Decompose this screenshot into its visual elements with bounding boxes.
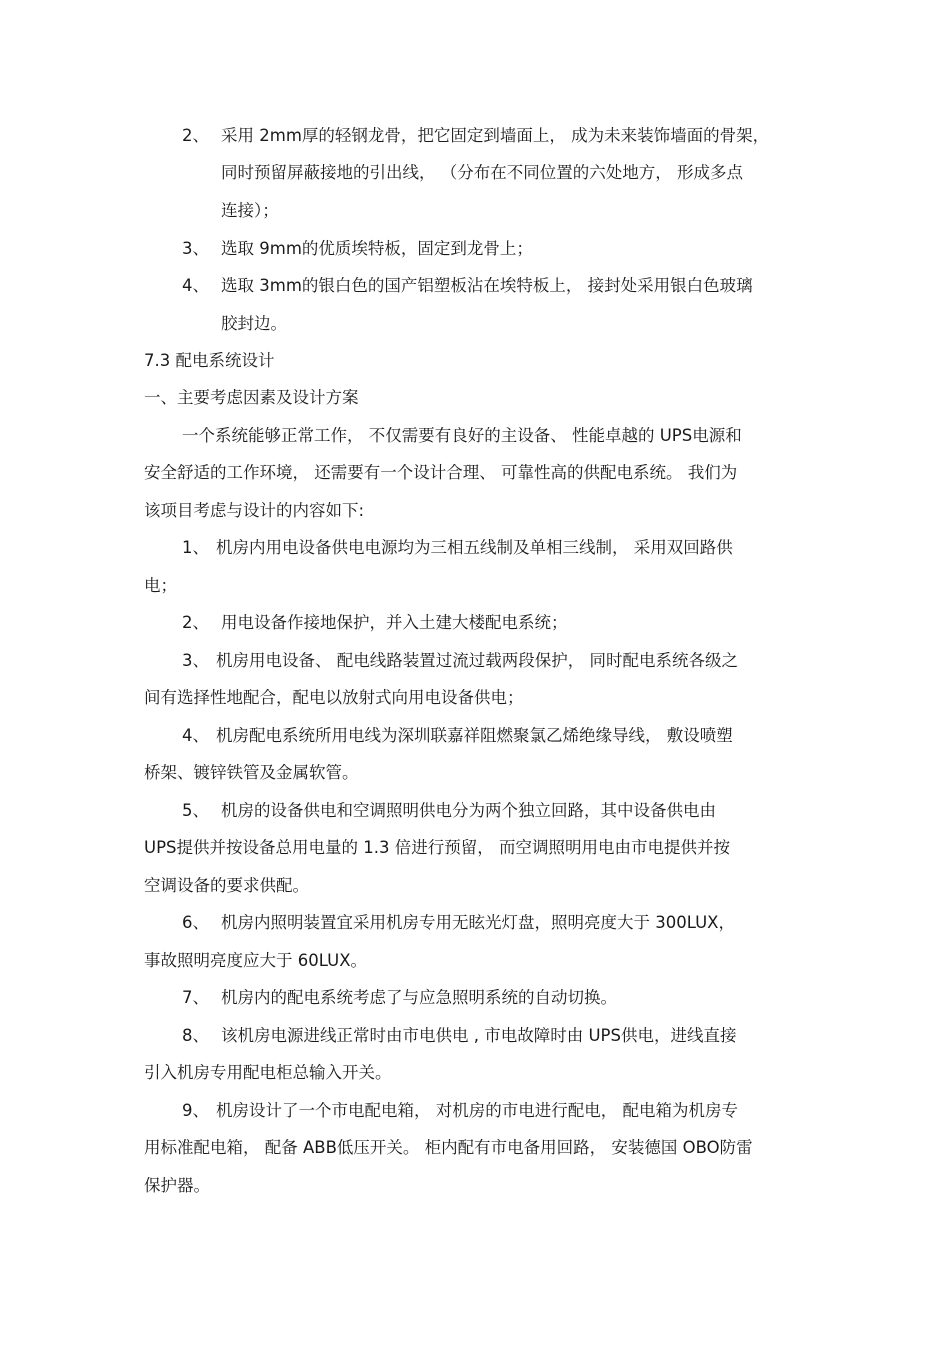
list-text: 选取 9mm的优质埃特板，固定到龙骨上； xyxy=(221,239,533,258)
item-text: UPS提供并按设备总用电量的 1.3 倍进行预留， 而空调照明用电由市电提供并按 xyxy=(144,838,730,857)
item-text: 机房的设备供电和空调照明供电分为两个独立回路，其中设备供电由 xyxy=(221,801,716,820)
item-text: 机房用电设备、 配电线路装置过流过载两段保护， 同时配电系统各级之 xyxy=(216,651,738,670)
item-text: 该机房电源进线正常时由市电供电 , 市电故障时由 UPS供电，进线直接 xyxy=(221,1026,737,1045)
item-text: 用电设备作接地保护，并入土建大楼配电系统； xyxy=(221,613,568,632)
item-number: 8、 xyxy=(182,1026,209,1045)
item-text: 保护器。 xyxy=(144,1176,210,1195)
list-text: 连接）； xyxy=(221,201,279,220)
item-number: 5、 xyxy=(182,801,209,820)
item-text: 电； xyxy=(144,576,177,595)
intro-text: 安全舒适的工作环境， 还需要有一个设计合理、 可靠性高的供配电系统。 我们为 xyxy=(144,463,738,482)
intro-text: 一个系统能够正常工作， 不仅需要有良好的主设备、 性能卓越的 UPS电源和 xyxy=(182,426,742,445)
item-text: 机房内的配电系统考虑了与应急照明系统的自动切换。 xyxy=(221,988,617,1007)
item-text: 机房配电系统所用电线为深圳联嘉祥阻燃聚氯乙烯绝缘导线， 敷设喷塑 xyxy=(216,726,733,745)
list-text: 选取 3mm的银白色的国产铝塑板沾在埃特板上， 接封处采用银白色玻璃 xyxy=(221,276,753,295)
item-text: 机房设计了一个市电配电箱， 对机房的市电进行配电， 配电箱为机房专 xyxy=(216,1101,738,1120)
item-text: 机房内用电设备供电电源均为三相五线制及单相三线制， 采用双回路供 xyxy=(216,538,733,557)
item-number: 1、 xyxy=(182,538,209,557)
item-text: 间有选择性地配合，配电以放射式向用电设备供电； xyxy=(144,688,524,707)
item-number: 3、 xyxy=(182,651,209,670)
subheading: 一、主要考虑因素及设计方案 xyxy=(144,388,359,407)
item-number: 7、 xyxy=(182,988,209,1007)
list-number: 3、 xyxy=(182,239,209,258)
item-text: 空调设备的要求供配。 xyxy=(144,876,309,895)
item-number: 6、 xyxy=(182,913,209,932)
list-number: 4、 xyxy=(182,276,209,295)
list-text: 胶封边。 xyxy=(221,314,287,333)
list-number: 2、 xyxy=(182,126,209,145)
intro-text: 该项目考虑与设计的内容如下: xyxy=(144,501,365,520)
item-text: 引入机房专用配电柜总输入开关。 xyxy=(144,1063,392,1082)
item-number: 2、 xyxy=(182,613,209,632)
list-text: 同时预留屏蔽接地的引出线， （分布在不同位置的六处地方， 形成多点 xyxy=(221,163,743,182)
item-number: 9、 xyxy=(182,1101,209,1120)
item-text: 机房内照明装置宜采用机房专用无眩光灯盘，照明亮度大于 300LUX， xyxy=(221,913,735,932)
item-text: 事故照明亮度应大于 60LUX。 xyxy=(144,951,367,970)
item-text: 桥架、镀锌铁管及金属软管。 xyxy=(144,763,359,782)
item-text: 用标准配电箱， 配备 ABB低压开关。 柜内配有市电备用回路， 安装德国 OBO防雷 xyxy=(144,1138,753,1157)
section-heading: 7.3 配电系统设计 xyxy=(144,351,275,370)
item-number: 4、 xyxy=(182,726,209,745)
list-text: 采用 2mm厚的轻钢龙骨，把它固定到墙面上， 成为未来装饰墙面的骨架， xyxy=(221,126,770,145)
